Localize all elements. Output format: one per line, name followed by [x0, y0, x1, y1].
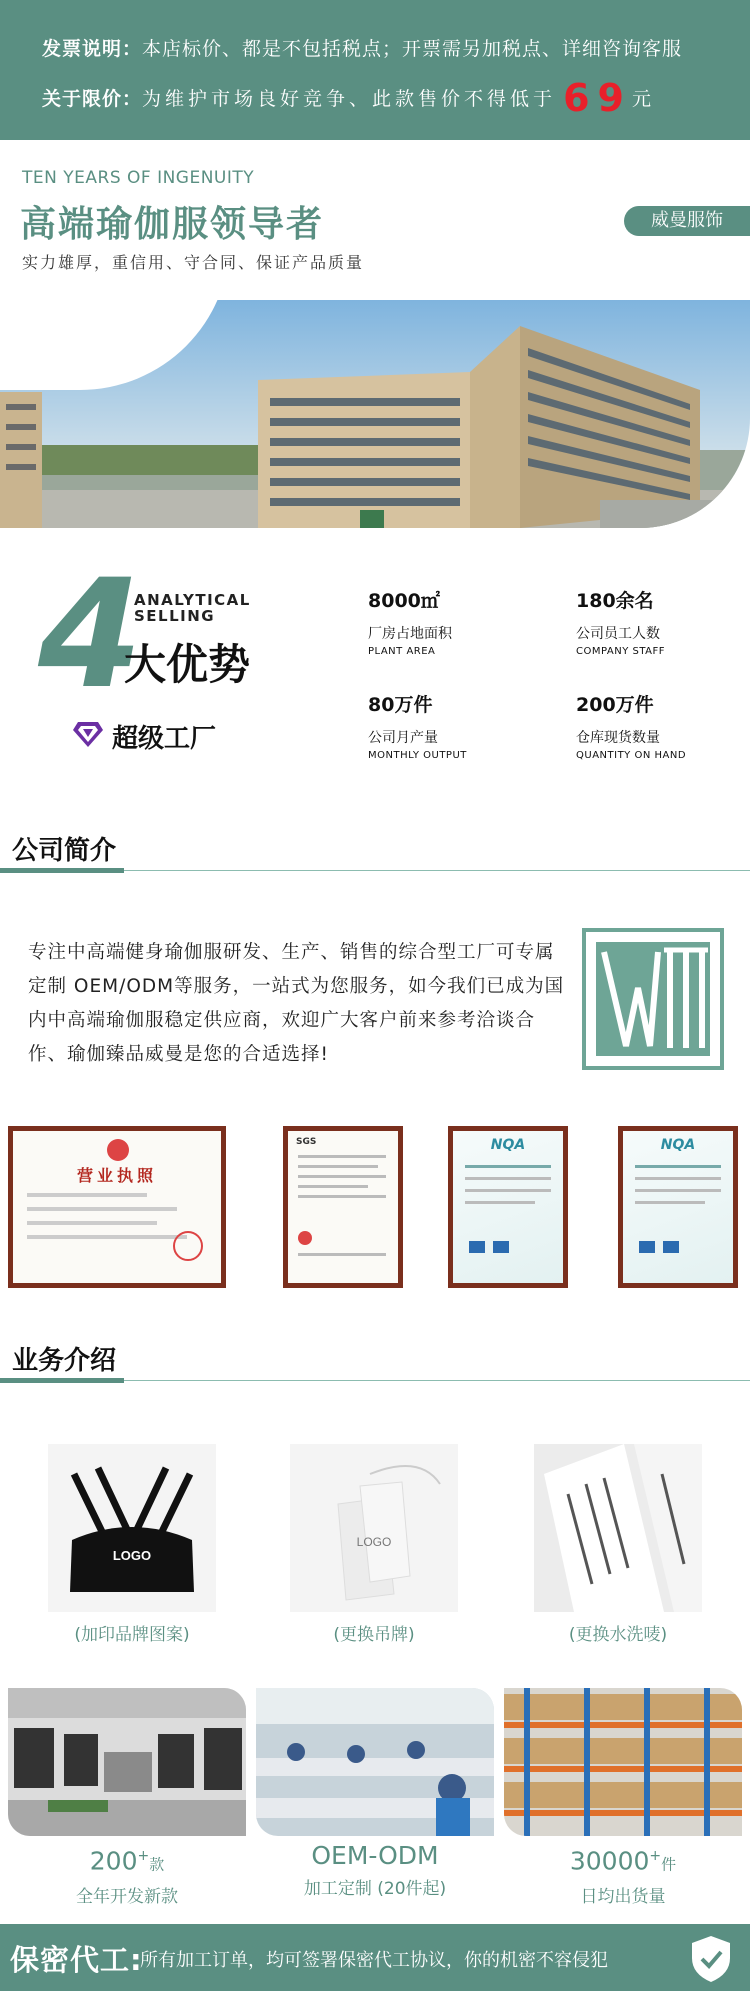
price-text: 为维护市场良好竞争、此款售价不得低于	[142, 88, 557, 110]
footer-text: 所有加工订单，均可签署保密代工协议，你的机密不容侵犯	[140, 1950, 608, 1971]
stat-label-en: COMPANY STAFF	[576, 646, 666, 657]
stat-desc: 全年开发新款	[76, 1887, 178, 1908]
label-en-1: ANALYTICAL	[134, 591, 251, 609]
license-title: 营业执照	[76, 1166, 157, 1185]
product-hang-tag	[290, 1444, 458, 1612]
advantage-number: 4	[38, 548, 143, 722]
tagline-en: TEN YEARS OF INGENUITY	[22, 168, 255, 188]
product-sports-bra	[48, 1444, 216, 1612]
price-limit-note	[42, 76, 652, 120]
analytical-selling-label	[134, 592, 251, 624]
stat-monthly-output	[368, 690, 467, 761]
stat-company-staff	[576, 586, 665, 657]
product-caption: (加印品牌图案)	[74, 1625, 190, 1645]
sgs-certificate	[283, 1126, 403, 1288]
stat-plant-area	[368, 586, 452, 657]
logo-text: LOGO	[356, 1535, 392, 1549]
stat-value: 180余名	[576, 590, 654, 612]
super-factory-label: 超级工厂	[112, 724, 217, 754]
stat-label-cn: 公司员工人数	[576, 626, 660, 642]
section-title: 公司简介	[12, 836, 117, 866]
stat-new-styles	[8, 1842, 246, 1907]
hang-tag-image	[290, 1444, 458, 1612]
section-company-intro	[0, 830, 750, 876]
stat-value: 80万件	[368, 694, 433, 716]
stat-desc: 加工定制 (20件起)	[303, 1879, 447, 1899]
stat-label-en: MONTHLY OUTPUT	[368, 750, 467, 761]
showroom-photo	[8, 1688, 246, 1836]
headline: 高端瑜伽服领导者	[20, 204, 325, 245]
stat-number: 200	[89, 1846, 138, 1876]
section-business-intro	[0, 1340, 750, 1386]
confidential-banner	[0, 1924, 750, 1991]
section-title: 业务介绍	[12, 1346, 117, 1376]
emblem-icon	[107, 1139, 129, 1161]
wash-label-image	[534, 1444, 702, 1612]
factory-photo	[0, 300, 750, 528]
warehouse-photo	[504, 1688, 742, 1836]
workshop-photo	[256, 1688, 494, 1836]
stat-desc: 日均出货量	[580, 1887, 666, 1908]
notice-banner	[0, 0, 750, 140]
stat-label-cn: 公司月产量	[368, 730, 438, 746]
invoice-note	[42, 34, 682, 61]
showroom-image	[8, 1688, 246, 1836]
price-label: 关于限价：	[42, 88, 143, 110]
stat-unit: 款	[149, 1855, 165, 1874]
invoice-text: 本店标价、都是不包括税点；开票需另加税点、详细咨询客服	[142, 38, 683, 60]
logo-text: LOGO	[112, 1548, 152, 1563]
stat-oem-odm	[256, 1842, 494, 1899]
stat-number: 30000	[569, 1846, 650, 1876]
stat-label-en: QUANTITY ON HAND	[576, 750, 687, 761]
stat-unit: 件	[661, 1855, 677, 1874]
product-caption: (更换吊牌)	[333, 1625, 415, 1645]
advantages-title: 大优势	[124, 640, 251, 689]
stat-label-en: PLANT AREA	[368, 646, 436, 657]
stat-label-cn: 厂房占地面积	[368, 626, 452, 642]
workshop-image	[256, 1688, 494, 1836]
nqa-quality-certificate	[448, 1126, 568, 1288]
sports-bra-image	[48, 1444, 216, 1612]
invoice-label: 发票说明：	[42, 38, 143, 60]
business-license-certificate	[8, 1126, 226, 1288]
stat-quantity-on-hand	[576, 690, 686, 761]
price-unit: 元	[631, 88, 652, 110]
warehouse-image	[504, 1688, 742, 1836]
stat-daily-shipment	[504, 1842, 742, 1907]
stat-number: OEM-ODM	[311, 1841, 439, 1870]
brand-tag: 威曼服饰	[624, 206, 750, 236]
brand-logo	[582, 928, 724, 1070]
nqa-logo: NQA	[490, 1137, 526, 1153]
stat-value: 200万件	[576, 694, 654, 716]
product-caption: (更换水洗唛)	[568, 1625, 668, 1645]
nqa-logo: NQA	[660, 1137, 696, 1153]
nqa-environment-certificate	[618, 1126, 738, 1288]
stat-value: 8000㎡	[368, 590, 440, 612]
shield-check-icon	[688, 1934, 734, 1984]
stat-label-cn: 仓库现货数量	[576, 730, 660, 746]
product-wash-label	[534, 1444, 702, 1612]
min-price: 69	[563, 76, 632, 120]
stat-sup: +	[649, 1848, 662, 1864]
stat-sup: +	[137, 1848, 150, 1864]
sgs-label: SGS	[296, 1137, 317, 1147]
footer-title: 保密代工:	[10, 1943, 143, 1977]
company-intro-text: 专注中高端健身瑜伽服研发、生产、销售的综合型工厂可专属定制 OEM/ODM等服务，一站式为您服务，如今我们已成为国内中高端瑜伽服稳定供应商，欢迎广大客户前来参考洽谈合作、瑜伽臻品威曼是您的合适选择!	[28, 942, 565, 1065]
diamond-icon	[72, 720, 104, 748]
subline: 实力雄厚，重信用、守合同、保证产品质量	[22, 253, 365, 272]
label-en-2: SELLING	[134, 607, 216, 625]
